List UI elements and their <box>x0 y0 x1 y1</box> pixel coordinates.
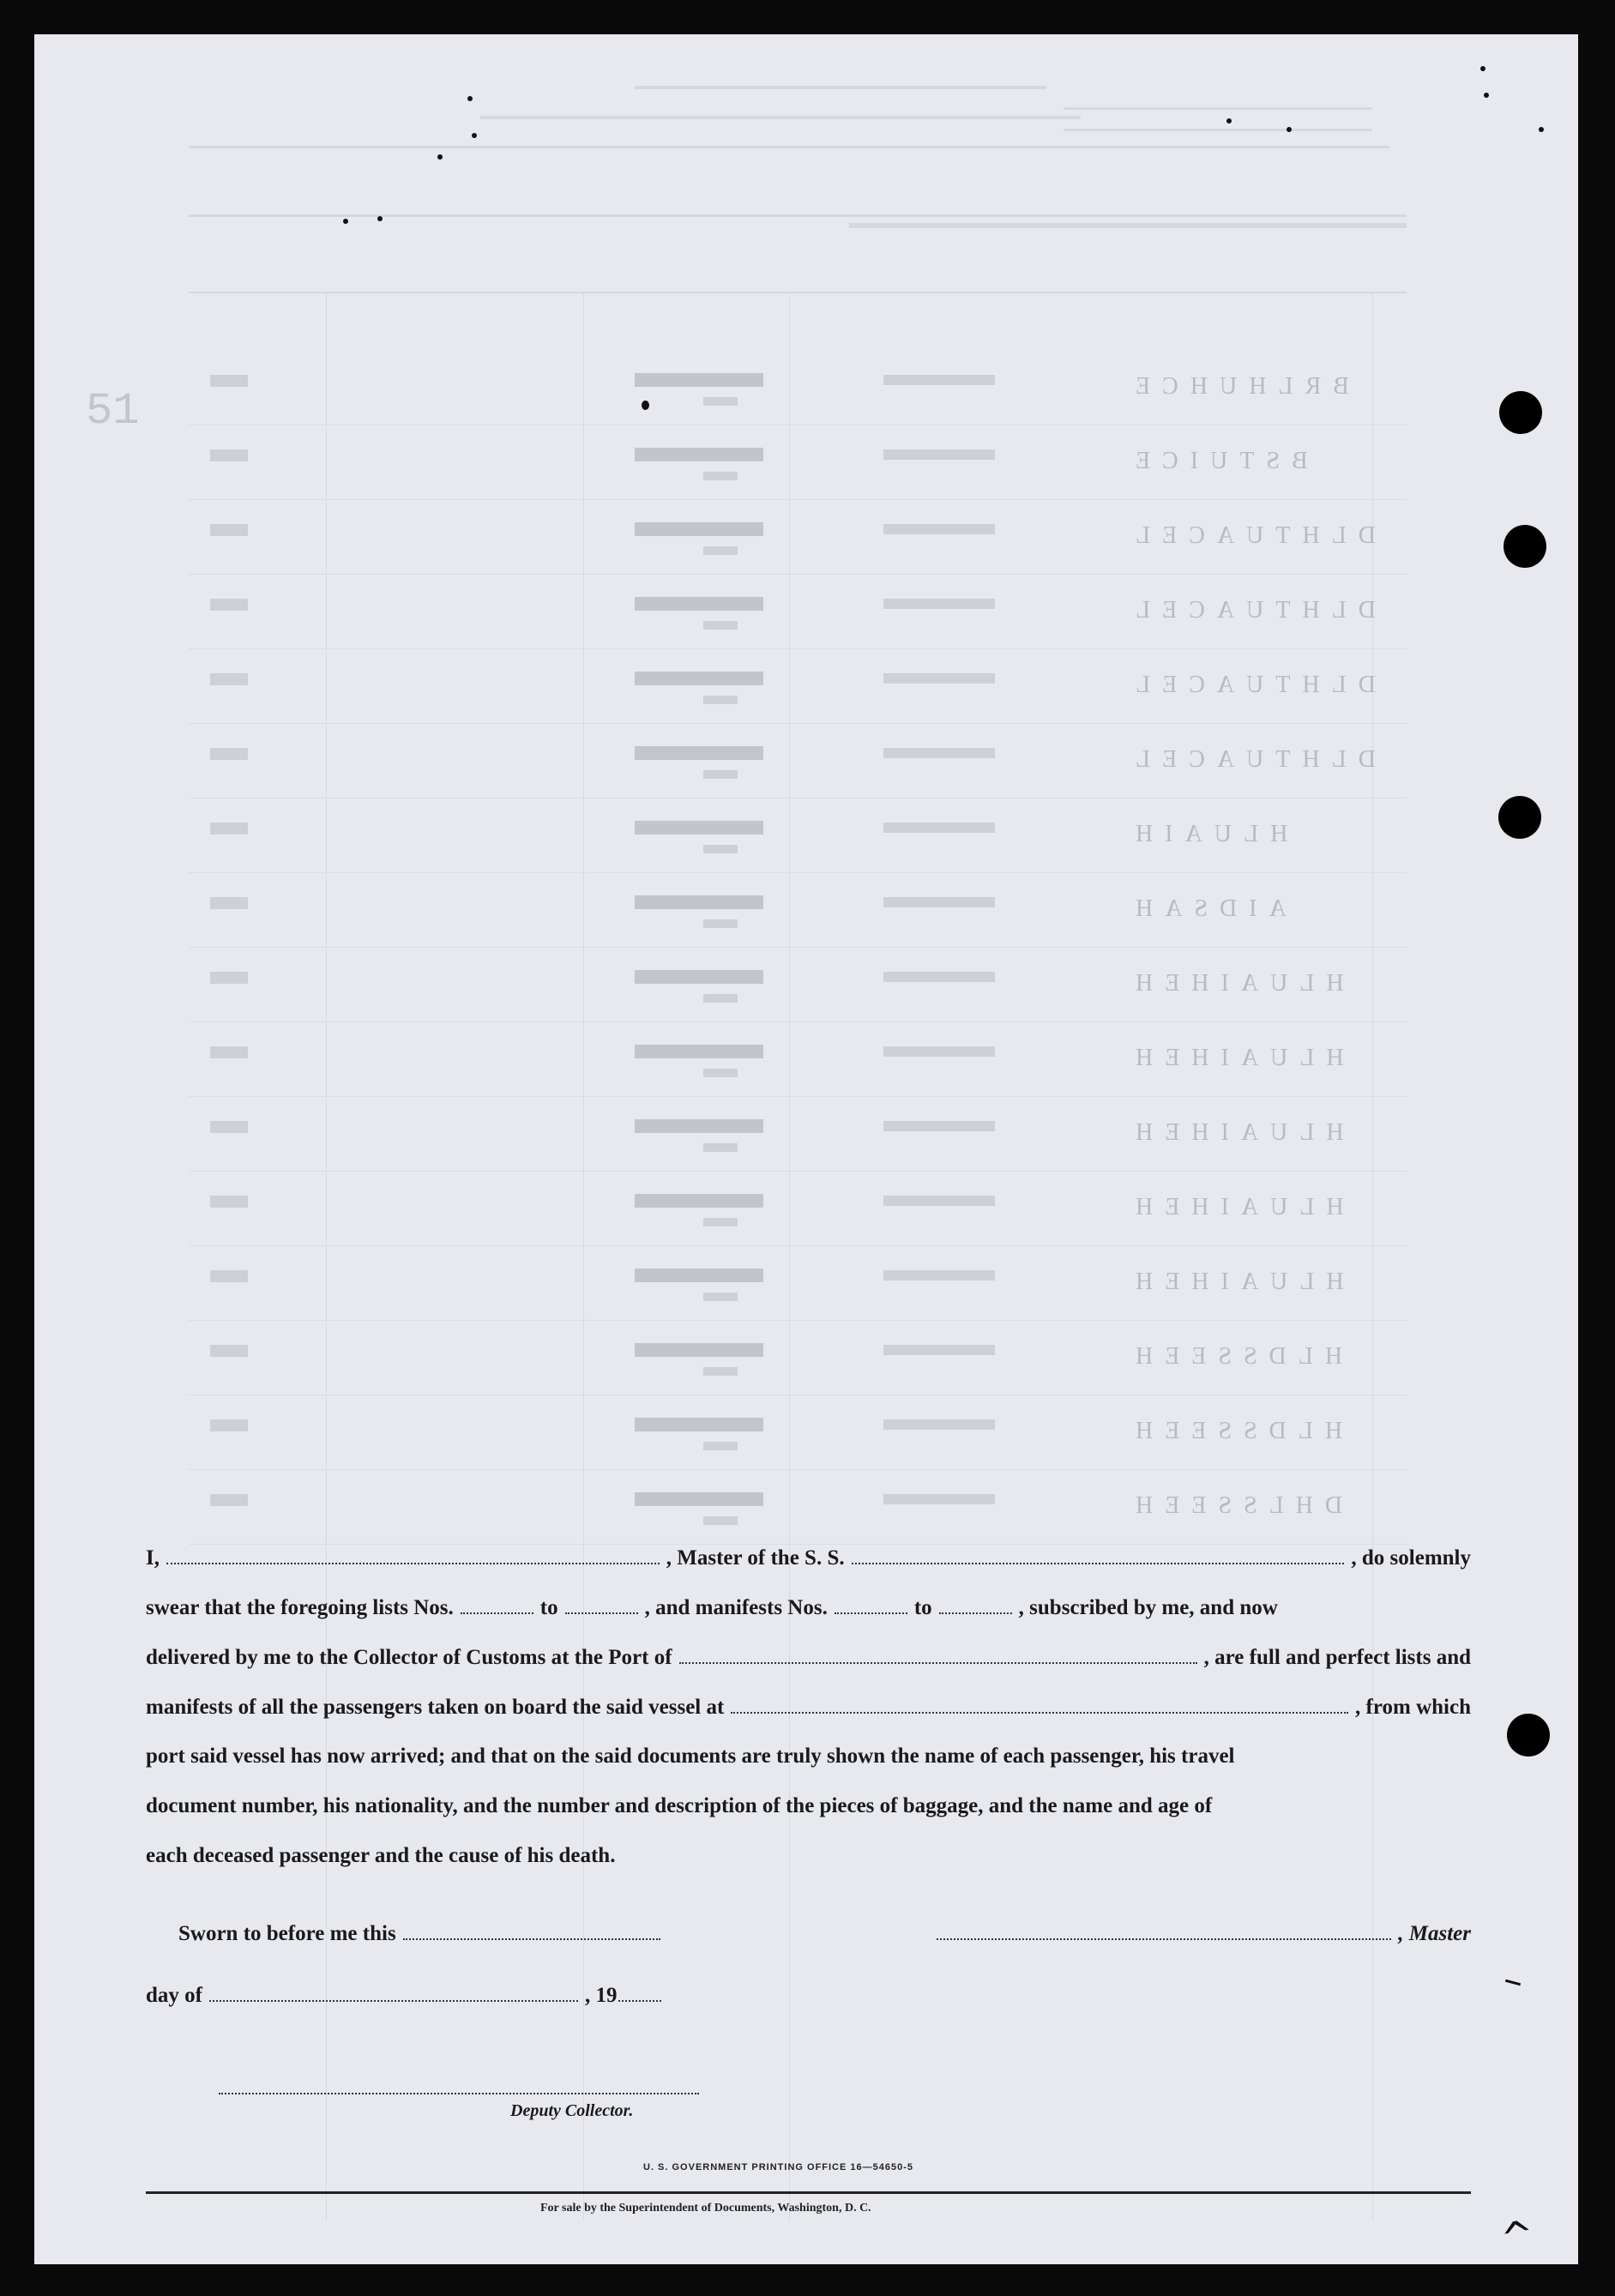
bleed-through-row <box>34 597 1578 631</box>
bleed-through-row <box>34 970 1578 1004</box>
bleed-through-row-rule <box>189 947 1407 948</box>
bleed-through-subnumber <box>703 472 738 480</box>
bleed-through-row <box>34 672 1578 706</box>
manifests-from-field[interactable] <box>835 1595 907 1614</box>
bleed-through-row <box>34 746 1578 780</box>
bleed-through-number <box>635 1492 763 1506</box>
bleed-through-code <box>210 748 248 760</box>
bleed-through-word <box>883 599 995 609</box>
lists-from-field[interactable] <box>461 1595 533 1614</box>
bleed-through-subnumber <box>703 621 738 630</box>
oath-line-5: port said vessel has now arrived; and that on the said documents are truly shown the name of each passenger, his travel <box>146 1745 1235 1768</box>
bleed-through-row <box>34 448 1578 482</box>
bleed-through-word <box>883 1419 995 1430</box>
bleed-through-name: HLUAIHEH <box>1124 970 1344 997</box>
speck <box>1480 66 1485 71</box>
bleed-through-code <box>210 673 248 685</box>
bleed-through-row-rule <box>189 723 1407 724</box>
master-label: , Master <box>1398 1922 1471 1945</box>
bleed-through-row <box>34 1194 1578 1228</box>
day-label: day of <box>146 1984 202 2007</box>
deputy-signature-field[interactable] <box>219 2093 699 2094</box>
bleed-through-word <box>883 1270 995 1281</box>
oath-line-7: each deceased passenger and the cause of his death. <box>146 1844 616 1867</box>
bleed-through-name: BSTUICE <box>1124 448 1308 474</box>
oath-to-1: to <box>539 1596 558 1619</box>
speck <box>437 154 443 160</box>
bleed-through-word <box>883 449 995 460</box>
bleed-through-name: BRLHUHCE <box>1124 373 1349 400</box>
bleed-through-subnumber <box>703 1367 738 1376</box>
punch-hole <box>1499 391 1542 434</box>
bleed-through-row-rule <box>189 574 1407 575</box>
bleed-through-name: DLHTUACEL <box>1124 522 1376 549</box>
bleed-through-code <box>210 1046 248 1058</box>
bleed-through-number <box>635 448 763 461</box>
bleed-through-number <box>635 597 763 611</box>
oath-manifests-all: manifests of all the passengers taken on board the said vessel at <box>146 1696 725 1719</box>
speck <box>642 401 649 410</box>
bleed-through-code <box>210 823 248 835</box>
bleed-through-name: HLUAIHEH <box>1124 1269 1344 1295</box>
bleed-through-code <box>210 599 248 611</box>
bleed-through-row-rule <box>189 1544 1407 1545</box>
manifests-to-field[interactable] <box>939 1595 1012 1614</box>
oath-delivered: delivered by me to the Collector of Customs at the Port of <box>146 1646 672 1669</box>
bleed-through-code <box>210 449 248 461</box>
bleed-through-subnumber <box>703 397 738 406</box>
bleed-through-code <box>210 1345 248 1357</box>
bleed-through-code <box>210 1494 248 1506</box>
oath-subscribed: , subscribed by me, and now <box>1018 1596 1278 1619</box>
bleed-through-subnumber <box>703 1143 738 1152</box>
bleed-through-word <box>883 748 995 758</box>
bleed-through-row-rule <box>189 1469 1407 1470</box>
bleed-through-row-rule <box>189 499 1407 500</box>
bleed-through-row <box>34 1343 1578 1377</box>
bleed-through-word <box>883 524 995 534</box>
oath-master-of-ss: , Master of the S. S. <box>666 1546 845 1570</box>
bleed-through-subnumber <box>703 1218 738 1226</box>
bleed-through-number <box>635 1418 763 1431</box>
bleed-through-number <box>635 1343 763 1357</box>
bleed-through-number <box>635 1045 763 1058</box>
deputy-collector-label: Deputy Collector. <box>510 2101 634 2120</box>
bleed-through-row <box>34 1119 1578 1154</box>
speck <box>343 219 348 224</box>
bleed-through-code <box>210 897 248 909</box>
bleed-through-word <box>883 897 995 907</box>
punch-hole <box>1498 796 1541 839</box>
year-prefix: , 19 <box>584 1984 618 2007</box>
bleed-through-subnumber <box>703 1442 738 1450</box>
vessel-name-field[interactable] <box>852 1546 1345 1564</box>
document-page <box>34 34 1578 2264</box>
bleed-through-number <box>635 1119 763 1133</box>
bleed-through-row <box>34 1492 1578 1527</box>
bleed-through-name: DLHTUACEL <box>1124 597 1376 624</box>
punch-hole <box>1507 1714 1550 1757</box>
bleed-through-number <box>635 522 763 536</box>
year-field[interactable] <box>618 1983 661 2002</box>
bleed-through-subnumber <box>703 770 738 779</box>
bleed-through-word <box>883 1196 995 1206</box>
bleed-through-number <box>635 1269 763 1282</box>
bleed-through-number <box>635 1194 763 1208</box>
bleed-through-word <box>883 972 995 982</box>
bleed-through-word <box>883 1494 995 1504</box>
bleed-through-word <box>883 823 995 833</box>
sworn-label: Sworn to before me this <box>178 1922 396 1945</box>
speck <box>1287 127 1292 132</box>
bleed-through-row-rule <box>189 1021 1407 1022</box>
speck <box>1539 127 1544 132</box>
bleed-through-row-rule <box>189 1245 1407 1246</box>
bleed-through-name: HLUAIH <box>1124 821 1288 847</box>
bleed-through-row <box>34 1045 1578 1079</box>
bleed-through-code <box>210 1196 248 1208</box>
bleed-through-name: DLHTUACEL <box>1124 672 1376 698</box>
master-name-field[interactable] <box>166 1546 660 1564</box>
bleed-through-subnumber <box>703 994 738 1003</box>
bleed-through-name: HLUAIHEH <box>1124 1119 1344 1146</box>
bleed-through-subnumber <box>703 1069 738 1077</box>
oath-from-which: , from which <box>1355 1696 1471 1719</box>
bleed-through-row-rule <box>189 648 1407 649</box>
bleed-through-code <box>210 972 248 984</box>
bleed-through-row <box>34 1418 1578 1452</box>
bleed-through-number <box>635 821 763 835</box>
bleed-through-word <box>883 1121 995 1131</box>
bleed-through-row <box>34 373 1578 407</box>
bleed-through-number <box>635 746 763 760</box>
bleed-through-word <box>883 1046 995 1057</box>
master-signature-field[interactable] <box>937 1921 1391 1940</box>
bleed-through-word <box>883 673 995 684</box>
sale-notice: For sale by the Superintendent of Documents, Washington, D. C. <box>540 2202 871 2215</box>
sworn-date-field[interactable] <box>403 1921 660 1940</box>
bleed-through-subnumber <box>703 919 738 928</box>
bleed-through-name: DLHTUACEL <box>1124 746 1376 773</box>
oath-swear: swear that the foregoing lists Nos. <box>146 1596 454 1619</box>
sworn-row <box>178 1921 1471 1946</box>
speck <box>1226 118 1232 124</box>
oath-block <box>146 1546 1471 1894</box>
oath-i: I, <box>146 1546 160 1570</box>
bleed-through-number <box>635 895 763 909</box>
handwritten-mark: ^ <box>1497 2210 1538 2262</box>
bleed-through-code <box>210 1121 248 1133</box>
oath-solemnly: , do solemnly <box>1351 1546 1472 1570</box>
bleed-through-subnumber <box>703 845 738 853</box>
bleed-through-number <box>635 672 763 685</box>
bleed-through-code <box>210 1419 248 1431</box>
port-field[interactable] <box>679 1645 1197 1664</box>
bleed-through-row <box>34 522 1578 557</box>
printing-office-imprint: U. S. GOVERNMENT PRINTING OFFICE 16—54650-5 <box>643 2162 914 2172</box>
bleed-through-name: HLDSSEEH <box>1124 1343 1343 1370</box>
bleed-through-row-rule <box>189 1096 1407 1097</box>
oath-line-6: document number, his nationality, and the number and description of the pieces of baggage, and the name and age of <box>146 1794 1213 1817</box>
bleed-through-word <box>883 375 995 385</box>
bleed-through-row-rule <box>189 872 1407 873</box>
bleed-through-code <box>210 375 248 387</box>
speck <box>467 96 473 101</box>
bleed-through-number <box>635 373 763 387</box>
day-month-field[interactable] <box>209 1983 578 2002</box>
lists-to-field[interactable] <box>565 1595 638 1614</box>
bleed-through-row <box>34 1269 1578 1303</box>
bleed-through-name: AIDSAH <box>1124 895 1287 922</box>
oath-to-2: to <box>913 1596 932 1619</box>
bleed-through-name: HLUAIHEH <box>1124 1194 1344 1220</box>
bleed-through-code <box>210 1270 248 1282</box>
bleed-through-row-rule <box>189 1171 1407 1172</box>
bleed-through-row <box>34 895 1578 930</box>
speck <box>377 216 383 221</box>
speck <box>472 133 477 138</box>
bleed-through-subnumber <box>703 1516 738 1525</box>
punch-hole <box>1504 525 1546 568</box>
bleed-through-word <box>883 1345 995 1355</box>
bleed-through-name: HLDSSEEH <box>1124 1418 1343 1444</box>
bleed-through-row <box>34 821 1578 855</box>
embark-port-field[interactable] <box>731 1695 1348 1714</box>
bleed-through-subnumber <box>703 546 738 555</box>
bleed-through-number <box>635 970 763 984</box>
bleed-through-row-rule <box>189 1320 1407 1321</box>
bleed-through-code <box>210 524 248 536</box>
bleed-through-subnumber <box>703 696 738 704</box>
bleed-through-header <box>34 34 1578 292</box>
bleed-through-index: 51 <box>86 386 140 437</box>
oath-and-manifests: , and manifests Nos. <box>644 1596 828 1619</box>
bleed-through-name: HLUAIHEH <box>1124 1045 1344 1071</box>
bleed-through-subnumber <box>703 1293 738 1301</box>
day-row <box>146 1983 668 2008</box>
bleed-through-name: DHLSSEEH <box>1124 1492 1343 1519</box>
footer-rule <box>146 2191 1471 2194</box>
oath-full-perfect: , are full and perfect lists and <box>1203 1646 1471 1669</box>
handwritten-dash <box>1505 1980 1521 1986</box>
speck <box>1484 93 1489 98</box>
